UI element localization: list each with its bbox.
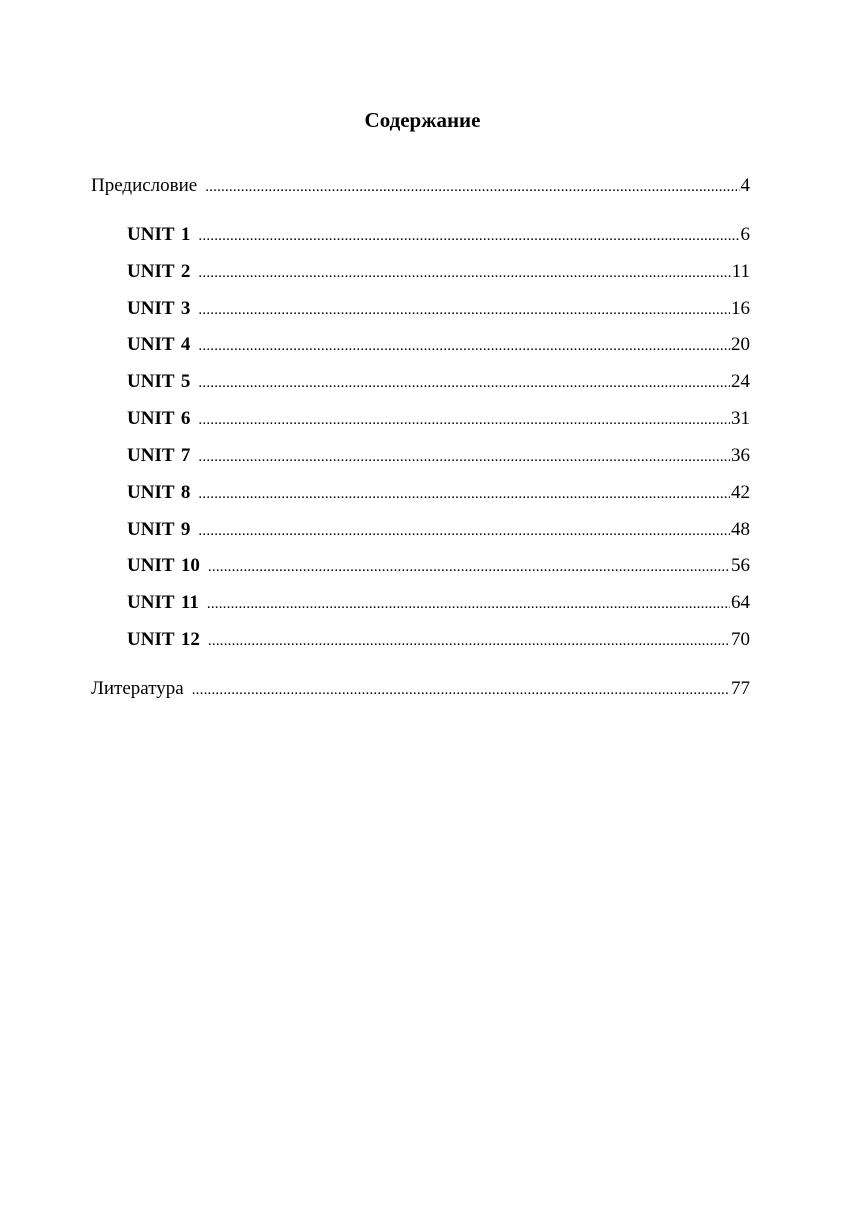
toc-entry-page: 42	[731, 482, 750, 503]
toc-dot-leader	[198, 519, 730, 542]
toc-entry-label: UNIT 10	[127, 555, 200, 576]
toc-dot-leader	[198, 408, 730, 431]
toc-entry-page: 24	[731, 371, 750, 392]
toc-entry-label: UNIT 12	[127, 629, 200, 650]
toc-entry-unit-8[interactable]	[127, 481, 750, 505]
toc-entry-label: UNIT 11	[127, 592, 199, 613]
toc-entry-label: UNIT 6	[127, 408, 191, 429]
toc-entry-unit-11[interactable]	[127, 591, 750, 615]
toc-entry-page: 48	[731, 519, 750, 540]
toc-entry-unit-5[interactable]	[127, 370, 750, 394]
toc-title: Содержание	[364, 108, 481, 132]
toc-entry-page: 64	[731, 592, 750, 613]
toc-entry-label: Предисловие	[91, 175, 198, 196]
toc-entry-unit-7[interactable]	[127, 444, 750, 468]
toc-entry-page: 77	[731, 678, 750, 699]
toc-entry-page: 6	[740, 224, 750, 245]
toc-dot-leader	[192, 678, 730, 701]
toc-entry-page: 16	[731, 298, 750, 319]
toc-dot-leader	[198, 261, 730, 284]
toc-entry-unit-1[interactable]	[127, 223, 750, 247]
toc-entry-unit-10[interactable]	[127, 554, 750, 578]
toc-entry-page: 20	[731, 334, 750, 355]
toc-entry-literature[interactable]	[91, 677, 750, 701]
toc-dot-leader	[198, 224, 739, 247]
toc-entry-label: Литература	[91, 678, 184, 699]
toc-entry-page: 70	[731, 629, 750, 650]
toc-entry-unit-2[interactable]	[127, 260, 750, 284]
toc-entry-page: 36	[731, 445, 750, 466]
toc-dot-leader	[198, 334, 730, 357]
toc-entry-page: 31	[731, 408, 750, 429]
toc-entry-unit-4[interactable]	[127, 333, 750, 357]
toc-entry-preface[interactable]	[91, 174, 750, 198]
toc-entry-page: 11	[731, 261, 750, 282]
toc-dot-leader	[198, 482, 730, 505]
toc-dot-leader	[207, 592, 730, 615]
toc-entry-page: 4	[740, 175, 750, 196]
toc-entry-unit-6[interactable]	[127, 407, 750, 431]
toc-entry-label: UNIT 3	[127, 298, 191, 319]
toc-dot-leader	[205, 175, 739, 198]
toc-entry-label: UNIT 9	[127, 519, 191, 540]
toc-entry-label: UNIT 7	[127, 445, 191, 466]
toc-dot-leader	[198, 298, 730, 321]
toc-entry-page: 56	[731, 555, 750, 576]
toc-entry-label: UNIT 8	[127, 482, 191, 503]
toc-entry-unit-3[interactable]	[127, 297, 750, 321]
toc-dot-leader	[208, 555, 730, 578]
toc-entry-label: UNIT 4	[127, 334, 191, 355]
toc-dot-leader	[198, 371, 730, 394]
toc-entry-unit-12[interactable]	[127, 628, 750, 652]
toc-dot-leader	[208, 629, 730, 652]
toc-entry-unit-9[interactable]	[127, 518, 750, 542]
toc-entry-label: UNIT 1	[127, 224, 191, 245]
toc-entry-label: UNIT 2	[127, 261, 191, 282]
toc-entry-label: UNIT 5	[127, 371, 191, 392]
toc-dot-leader	[198, 445, 730, 468]
